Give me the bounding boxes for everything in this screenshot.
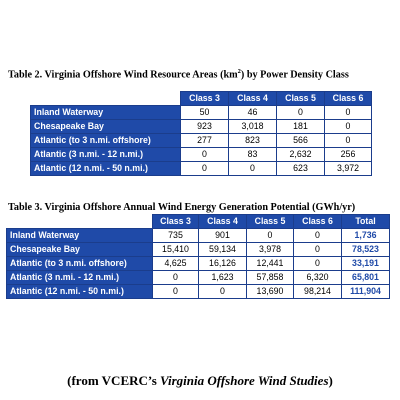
table-cell: 566 bbox=[277, 134, 325, 148]
table2-header: Class 3 bbox=[181, 92, 229, 106]
table-cell: 0 bbox=[153, 271, 199, 285]
source-title: Virginia Offshore Wind Studies bbox=[160, 373, 329, 388]
table3-header: Class 4 bbox=[199, 215, 247, 229]
table-cell: 0 bbox=[181, 162, 229, 176]
table-cell: 0 bbox=[294, 229, 342, 243]
table3 bbox=[6, 214, 390, 299]
table-cell: 0 bbox=[325, 106, 372, 120]
table-cell: 15,410 bbox=[153, 243, 199, 257]
table-cell: 0 bbox=[294, 243, 342, 257]
table-cell: 50 bbox=[181, 106, 229, 120]
table2-header: Class 4 bbox=[229, 92, 277, 106]
table-cell: 735 bbox=[153, 229, 199, 243]
row-label: Atlantic (3 n.mi. - 12 n.mi.) bbox=[7, 271, 153, 285]
row-label: Chesapeake Bay bbox=[7, 243, 153, 257]
table-cell: 59,134 bbox=[199, 243, 247, 257]
table-cell: 0 bbox=[294, 257, 342, 271]
table-cell: 0 bbox=[277, 106, 325, 120]
table-cell: 0 bbox=[153, 285, 199, 299]
table-row bbox=[31, 162, 372, 176]
table2-header: Class 6 bbox=[325, 92, 372, 106]
table-cell: 98,214 bbox=[294, 285, 342, 299]
table2-header: Class 5 bbox=[277, 92, 325, 106]
table-cell: 1,623 bbox=[199, 271, 247, 285]
table-cell: 0 bbox=[325, 120, 372, 134]
table-cell: 923 bbox=[181, 120, 229, 134]
row-label: Atlantic (12 n.mi. - 50 n.mi.) bbox=[31, 162, 181, 176]
table-cell: 0 bbox=[325, 134, 372, 148]
row-label: Atlantic (to 3 n.mi. offshore) bbox=[7, 257, 153, 271]
table-cell: 3,018 bbox=[229, 120, 277, 134]
table-row bbox=[7, 257, 390, 271]
table-cell: 256 bbox=[325, 148, 372, 162]
table-row bbox=[7, 229, 390, 243]
table-cell: 901 bbox=[199, 229, 247, 243]
total-cell: 33,191 bbox=[342, 257, 390, 271]
table3-header: Class 3 bbox=[153, 215, 199, 229]
table2-corner bbox=[31, 92, 181, 106]
table-cell: 4,625 bbox=[153, 257, 199, 271]
table-cell: 6,320 bbox=[294, 271, 342, 285]
total-cell: 65,801 bbox=[342, 271, 390, 285]
table-cell: 3,978 bbox=[247, 243, 294, 257]
table-cell: 181 bbox=[277, 120, 325, 134]
row-label: Inland Waterway bbox=[31, 106, 181, 120]
table-cell: 83 bbox=[229, 148, 277, 162]
table-row bbox=[7, 271, 390, 285]
table-cell: 57,858 bbox=[247, 271, 294, 285]
table-cell: 0 bbox=[181, 148, 229, 162]
table-cell: 16,126 bbox=[199, 257, 247, 271]
table-cell: 12,441 bbox=[247, 257, 294, 271]
total-cell: 111,904 bbox=[342, 285, 390, 299]
table3-header: Class 5 bbox=[247, 215, 294, 229]
table-cell: 13,690 bbox=[247, 285, 294, 299]
table3-header: Class 6 bbox=[294, 215, 342, 229]
row-label: Chesapeake Bay bbox=[31, 120, 181, 134]
table-cell: 3,972 bbox=[325, 162, 372, 176]
table-cell: 2,632 bbox=[277, 148, 325, 162]
table-cell: 46 bbox=[229, 106, 277, 120]
table3-header-row bbox=[7, 215, 390, 229]
row-label: Atlantic (12 n.mi. - 50 n.mi.) bbox=[7, 285, 153, 299]
row-label: Atlantic (3 n.mi. - 12 n.mi.) bbox=[31, 148, 181, 162]
table-row bbox=[31, 106, 372, 120]
table-cell: 623 bbox=[277, 162, 325, 176]
table2 bbox=[30, 91, 372, 176]
table3-caption: Table 3. Virginia Offshore Annual Wind Energy Generation Potential (GWh/yr) bbox=[8, 202, 356, 213]
table2-caption: Table 2. Virginia Offshore Wind Resource Areas $(km^2)$ by Power Density Class bbox=[8, 68, 349, 81]
table3-header-total: Total bbox=[342, 215, 390, 229]
table-row bbox=[7, 285, 390, 299]
table-cell: 0 bbox=[229, 162, 277, 176]
total-cell: 78,523 bbox=[342, 243, 390, 257]
table-row bbox=[31, 120, 372, 134]
table3-corner bbox=[7, 215, 153, 229]
table-row bbox=[31, 148, 372, 162]
row-label: Inland Waterway bbox=[7, 229, 153, 243]
table-row bbox=[31, 134, 372, 148]
table2-header-row bbox=[31, 92, 372, 106]
table-row bbox=[7, 243, 390, 257]
source-credit: (from VCERC’s Virginia Offshore Wind Studies) bbox=[67, 373, 333, 388]
table-cell: 0 bbox=[247, 229, 294, 243]
table-cell: 823 bbox=[229, 134, 277, 148]
row-label: Atlantic (to 3 n.mi. offshore) bbox=[31, 134, 181, 148]
total-cell: 1,736 bbox=[342, 229, 390, 243]
table-cell: 277 bbox=[181, 134, 229, 148]
table-cell: 0 bbox=[199, 285, 247, 299]
